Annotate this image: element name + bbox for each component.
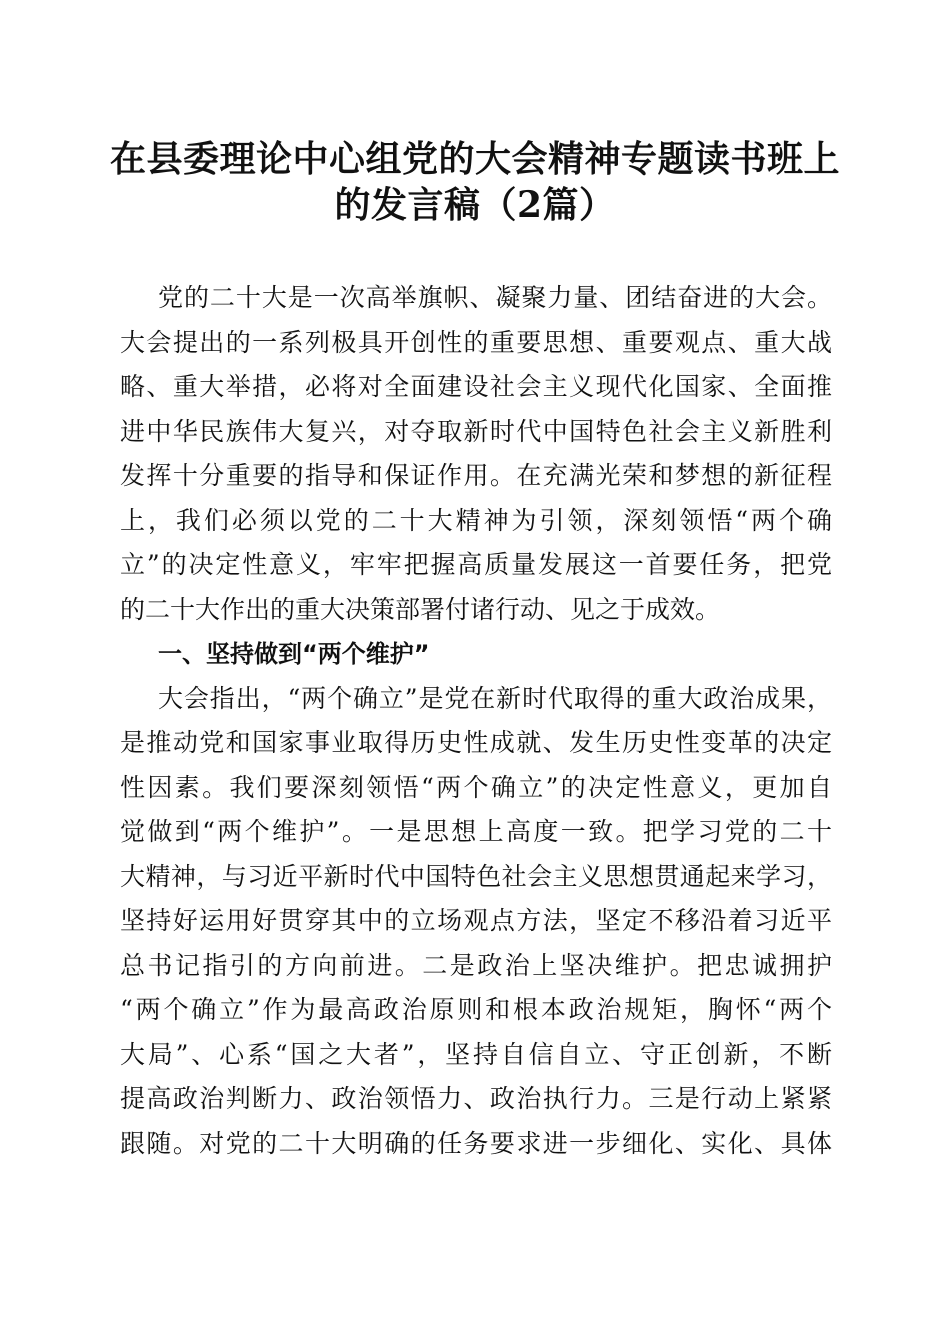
text-line: 进中华民族伟大复兴，对夺取新时代中国特色社会主义新胜利 [120, 416, 832, 446]
text-line: 大会提出的一系列极具开创性的重要思想、重要观点、重大战 [120, 327, 832, 357]
text-line: “两个确立”作为最高政治原则和根本政治规矩，胸怀“两个 [120, 995, 832, 1024]
text-line: 是推动党和国家事业取得历史性成就、发生历史性变革的决定 [120, 728, 832, 757]
text-line: 发挥十分重要的指导和保证作用。在充满光荣和梦想的新征程 [120, 461, 832, 490]
text-line: 略、重大举措，必将对全面建设社会主义现代化国家、全面推 [120, 372, 832, 401]
text-line: 的二十大作出的重大决策部署付诸行动、见之于成效。 [120, 594, 721, 624]
paragraph-section-1 [120, 677, 832, 1167]
text-line: 性因素。我们要深刻领悟“两个确立”的决定性意义，更加自 [120, 772, 832, 802]
text-line: 上，我们必须以党的二十大精神为引领，深刻领悟“两个确 [120, 505, 832, 535]
text-line: 总书记指引的方向前进。二是政治上坚决维护。把忠诚拥护 [120, 950, 832, 980]
paragraph-intro [120, 276, 832, 632]
text-line: 立”的决定性意义，牢牢把握高质量发展这一首要任务，把党 [120, 550, 832, 579]
text-line: 坚持好运用好贯穿其中的立场观点方法，坚定不移沿着习近平 [120, 906, 832, 935]
text-line: 提高政治判断力、政治领悟力、政治执行力。三是行动上紧紧 [120, 1084, 832, 1113]
text-line: 大精神，与习近平新时代中国特色社会主义思想贯通起来学习， [120, 861, 832, 891]
text-line: 觉做到“两个维护”。一是思想上高度一致。把学习党的二十 [120, 817, 832, 846]
document-body [120, 276, 832, 1166]
document-title [100, 136, 850, 228]
text-line: 跟随。对党的二十大明确的任务要求进一步细化、实化、具体 [120, 1128, 832, 1158]
text-line: 党的二十大是一次高举旗帜、凝聚力量、团结奋进的大会。 [158, 283, 832, 312]
section-heading: 一、坚持做到“两个维护” [158, 640, 430, 668]
text-line: 大局”、心系“国之大者”，坚持自信自立、守正创新，不断 [120, 1039, 832, 1069]
text-line: 大会指出，“两个确立”是党在新时代取得的重大政治成果， [158, 683, 832, 713]
title-line-2: 的发言稿（2篇） [334, 184, 616, 226]
title-line-1: 在县委理论中心组党的大会精神专题读书班上 [109, 138, 840, 180]
